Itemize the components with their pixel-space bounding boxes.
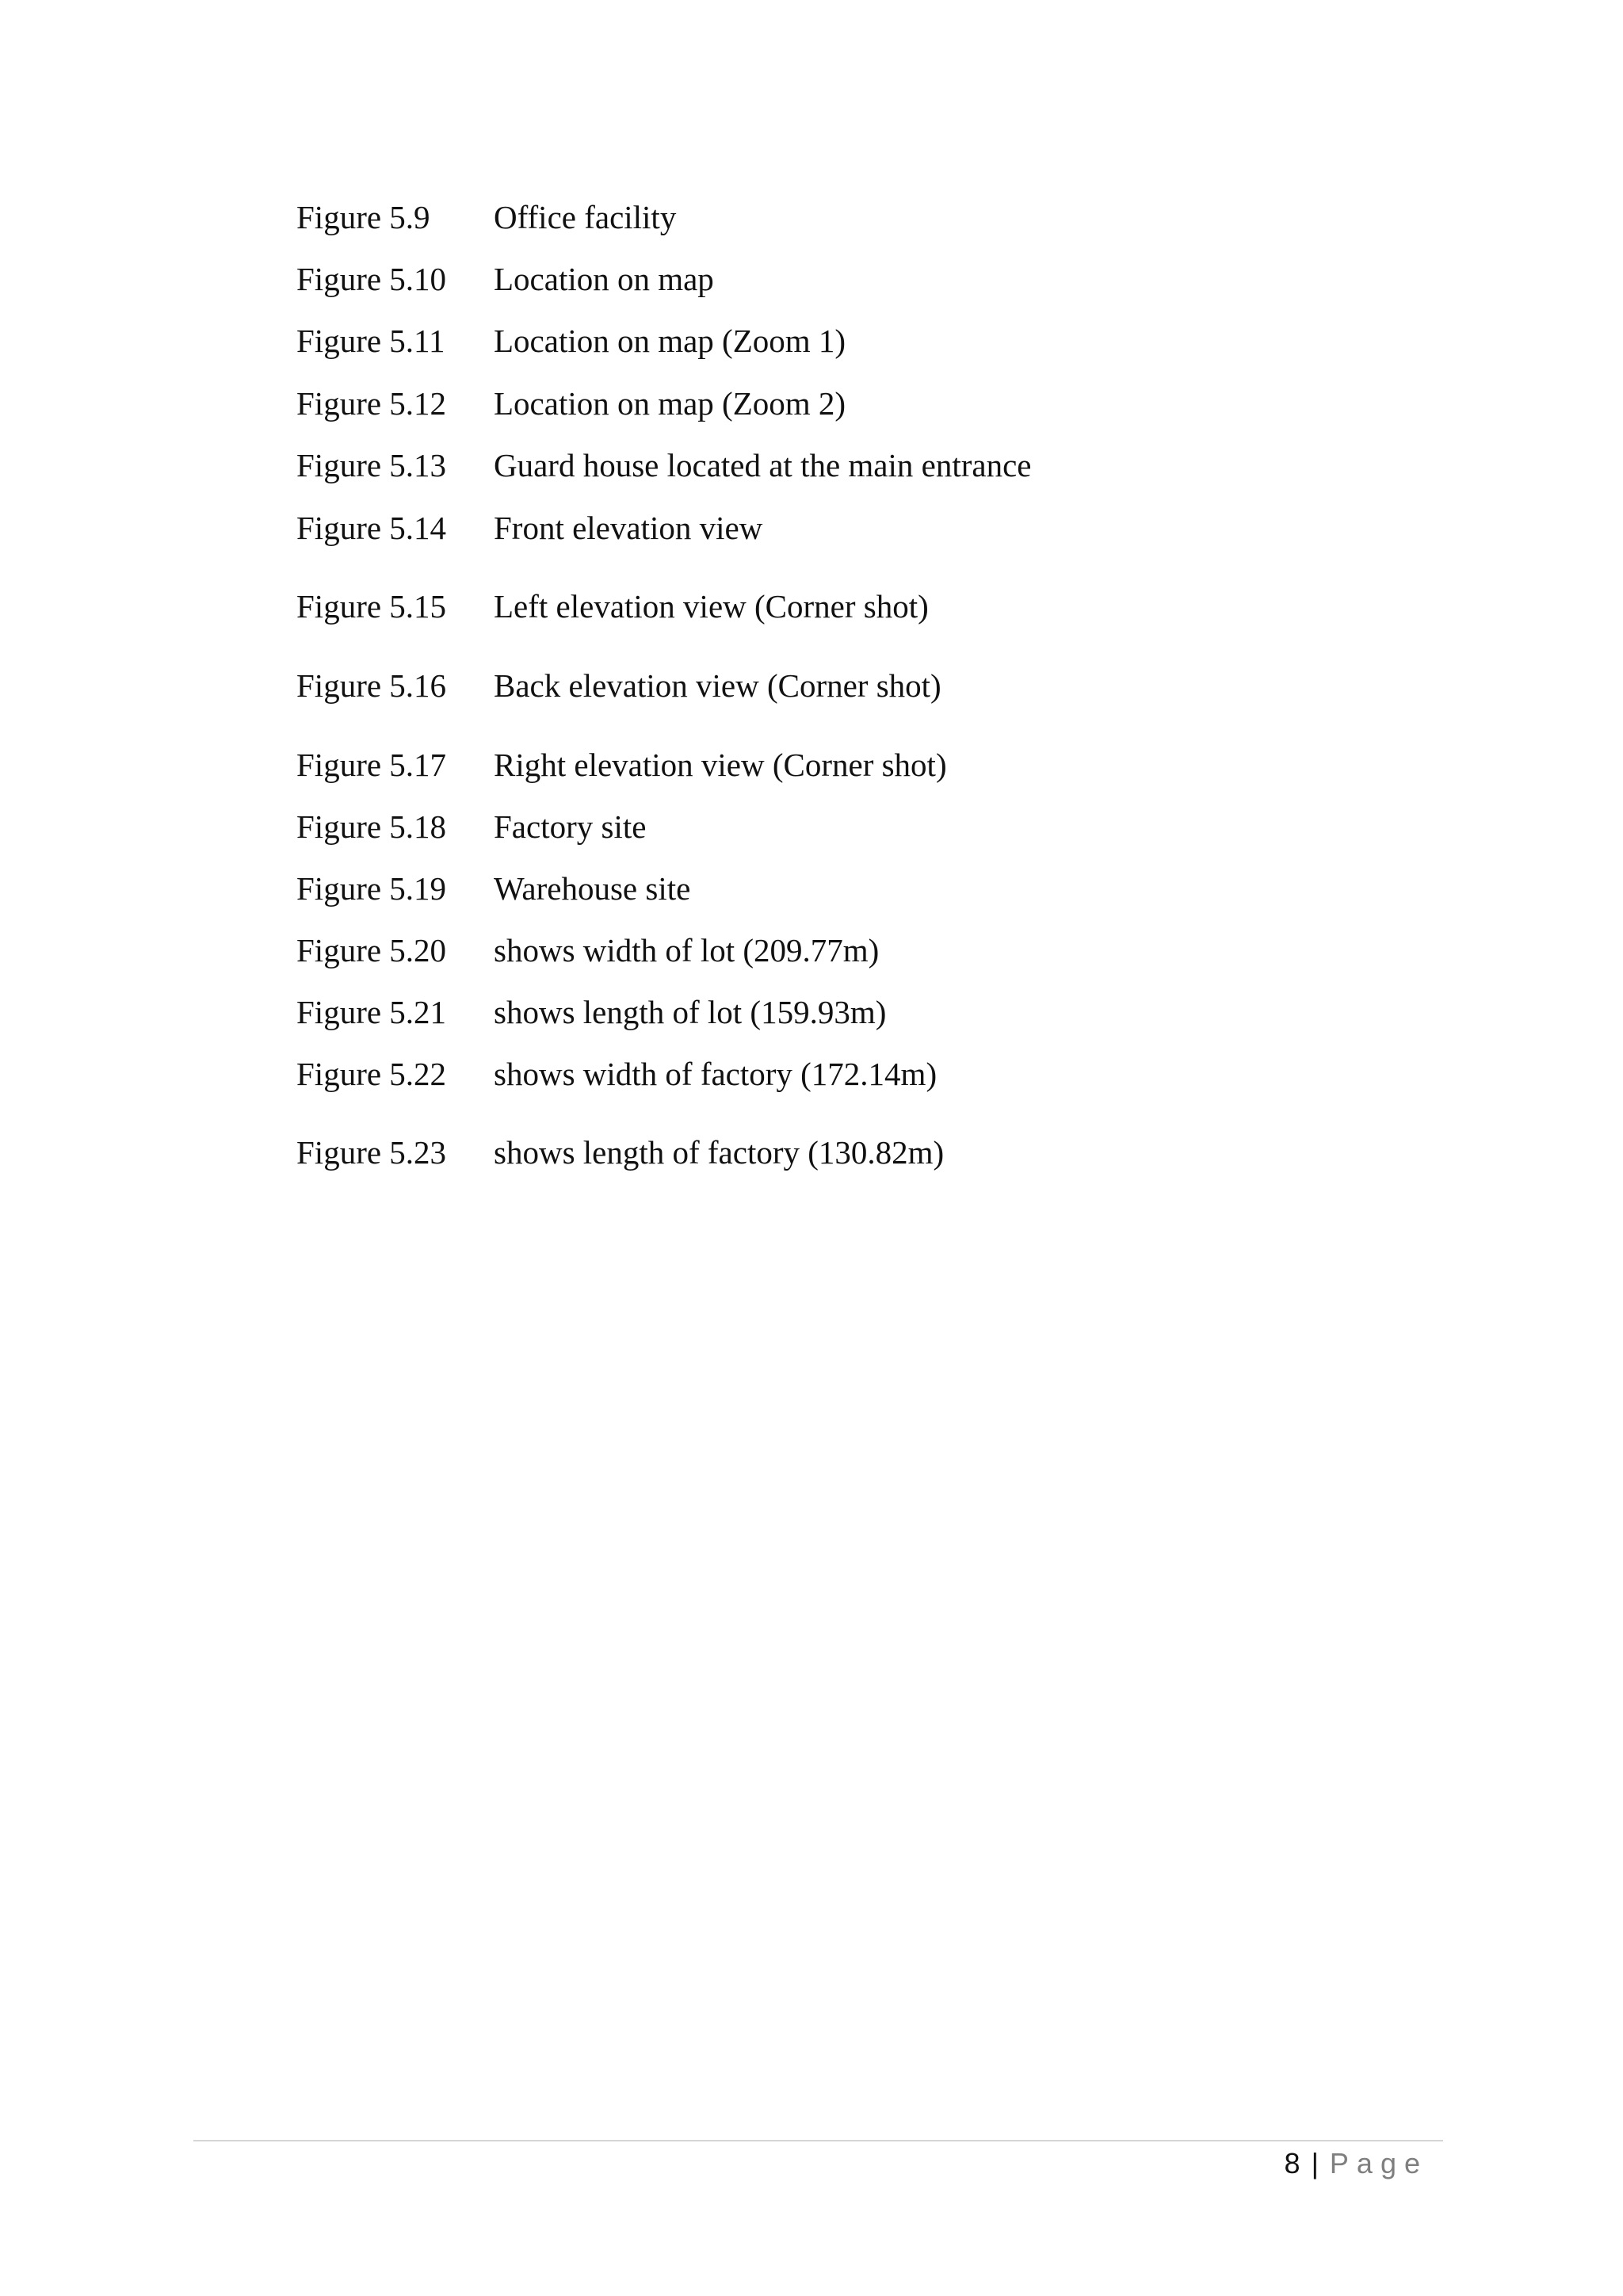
figure-row bbox=[296, 380, 1564, 427]
figure-number: Figure 5.17 bbox=[296, 747, 447, 783]
figure-row bbox=[296, 583, 1564, 630]
figure-number: Figure 5.15 bbox=[296, 588, 447, 625]
figure-caption: Location on map (Zoom 1) bbox=[494, 323, 846, 359]
figure-number: Figure 5.14 bbox=[296, 510, 447, 546]
figure-number: Figure 5.12 bbox=[296, 385, 447, 422]
figure-number: Figure 5.11 bbox=[296, 323, 445, 359]
figure-row bbox=[296, 741, 1564, 789]
figure-row bbox=[296, 441, 1564, 489]
footer-divider bbox=[193, 2140, 1443, 2141]
figure-caption: Front elevation view bbox=[494, 510, 763, 546]
figure-caption: Back elevation view (Corner shot) bbox=[494, 667, 941, 704]
page-number: 8 bbox=[1284, 2147, 1300, 2179]
figure-row bbox=[296, 1050, 1564, 1098]
figure-caption: Guard house located at the main entrance bbox=[494, 447, 1032, 483]
figure-number: Figure 5.10 bbox=[296, 261, 447, 297]
figure-caption: Factory site bbox=[494, 808, 647, 845]
figure-caption: shows length of factory (130.82m) bbox=[494, 1134, 945, 1171]
figure-number: Figure 5.19 bbox=[296, 870, 447, 907]
figure-caption: shows width of factory (172.14m) bbox=[494, 1056, 938, 1092]
figure-number: Figure 5.18 bbox=[296, 808, 447, 845]
figure-number: Figure 5.22 bbox=[296, 1056, 447, 1092]
figure-number: Figure 5.13 bbox=[296, 447, 447, 483]
figure-caption: Right elevation view (Corner shot) bbox=[494, 747, 947, 783]
figure-caption: Left elevation view (Corner shot) bbox=[494, 588, 929, 625]
page-footer bbox=[1285, 2146, 1428, 2181]
figure-caption: Location on map (Zoom 2) bbox=[494, 385, 846, 422]
figure-row bbox=[296, 926, 1564, 974]
figure-row bbox=[296, 1129, 1564, 1176]
figure-caption: Office facility bbox=[494, 199, 677, 235]
figure-row bbox=[296, 988, 1564, 1036]
figure-caption: Location on map bbox=[494, 261, 714, 297]
figure-row bbox=[296, 504, 1564, 552]
figure-number: Figure 5.21 bbox=[296, 994, 447, 1030]
figure-caption: Warehouse site bbox=[494, 870, 691, 907]
figure-row bbox=[296, 865, 1564, 912]
figure-row bbox=[296, 803, 1564, 850]
figure-row bbox=[296, 662, 1564, 709]
figure-number: Figure 5.23 bbox=[296, 1134, 447, 1171]
figure-row bbox=[296, 317, 1564, 365]
figure-number: Figure 5.16 bbox=[296, 667, 447, 704]
figure-row bbox=[296, 193, 1564, 241]
figure-row bbox=[296, 255, 1564, 303]
page-separator: | bbox=[1311, 2147, 1319, 2179]
figure-caption: shows width of lot (209.77m) bbox=[494, 932, 880, 968]
figure-number: Figure 5.9 bbox=[296, 199, 430, 235]
figure-number: Figure 5.20 bbox=[296, 932, 447, 968]
page-label: Page bbox=[1329, 2147, 1428, 2179]
figure-caption: shows length of lot (159.93m) bbox=[494, 994, 887, 1030]
